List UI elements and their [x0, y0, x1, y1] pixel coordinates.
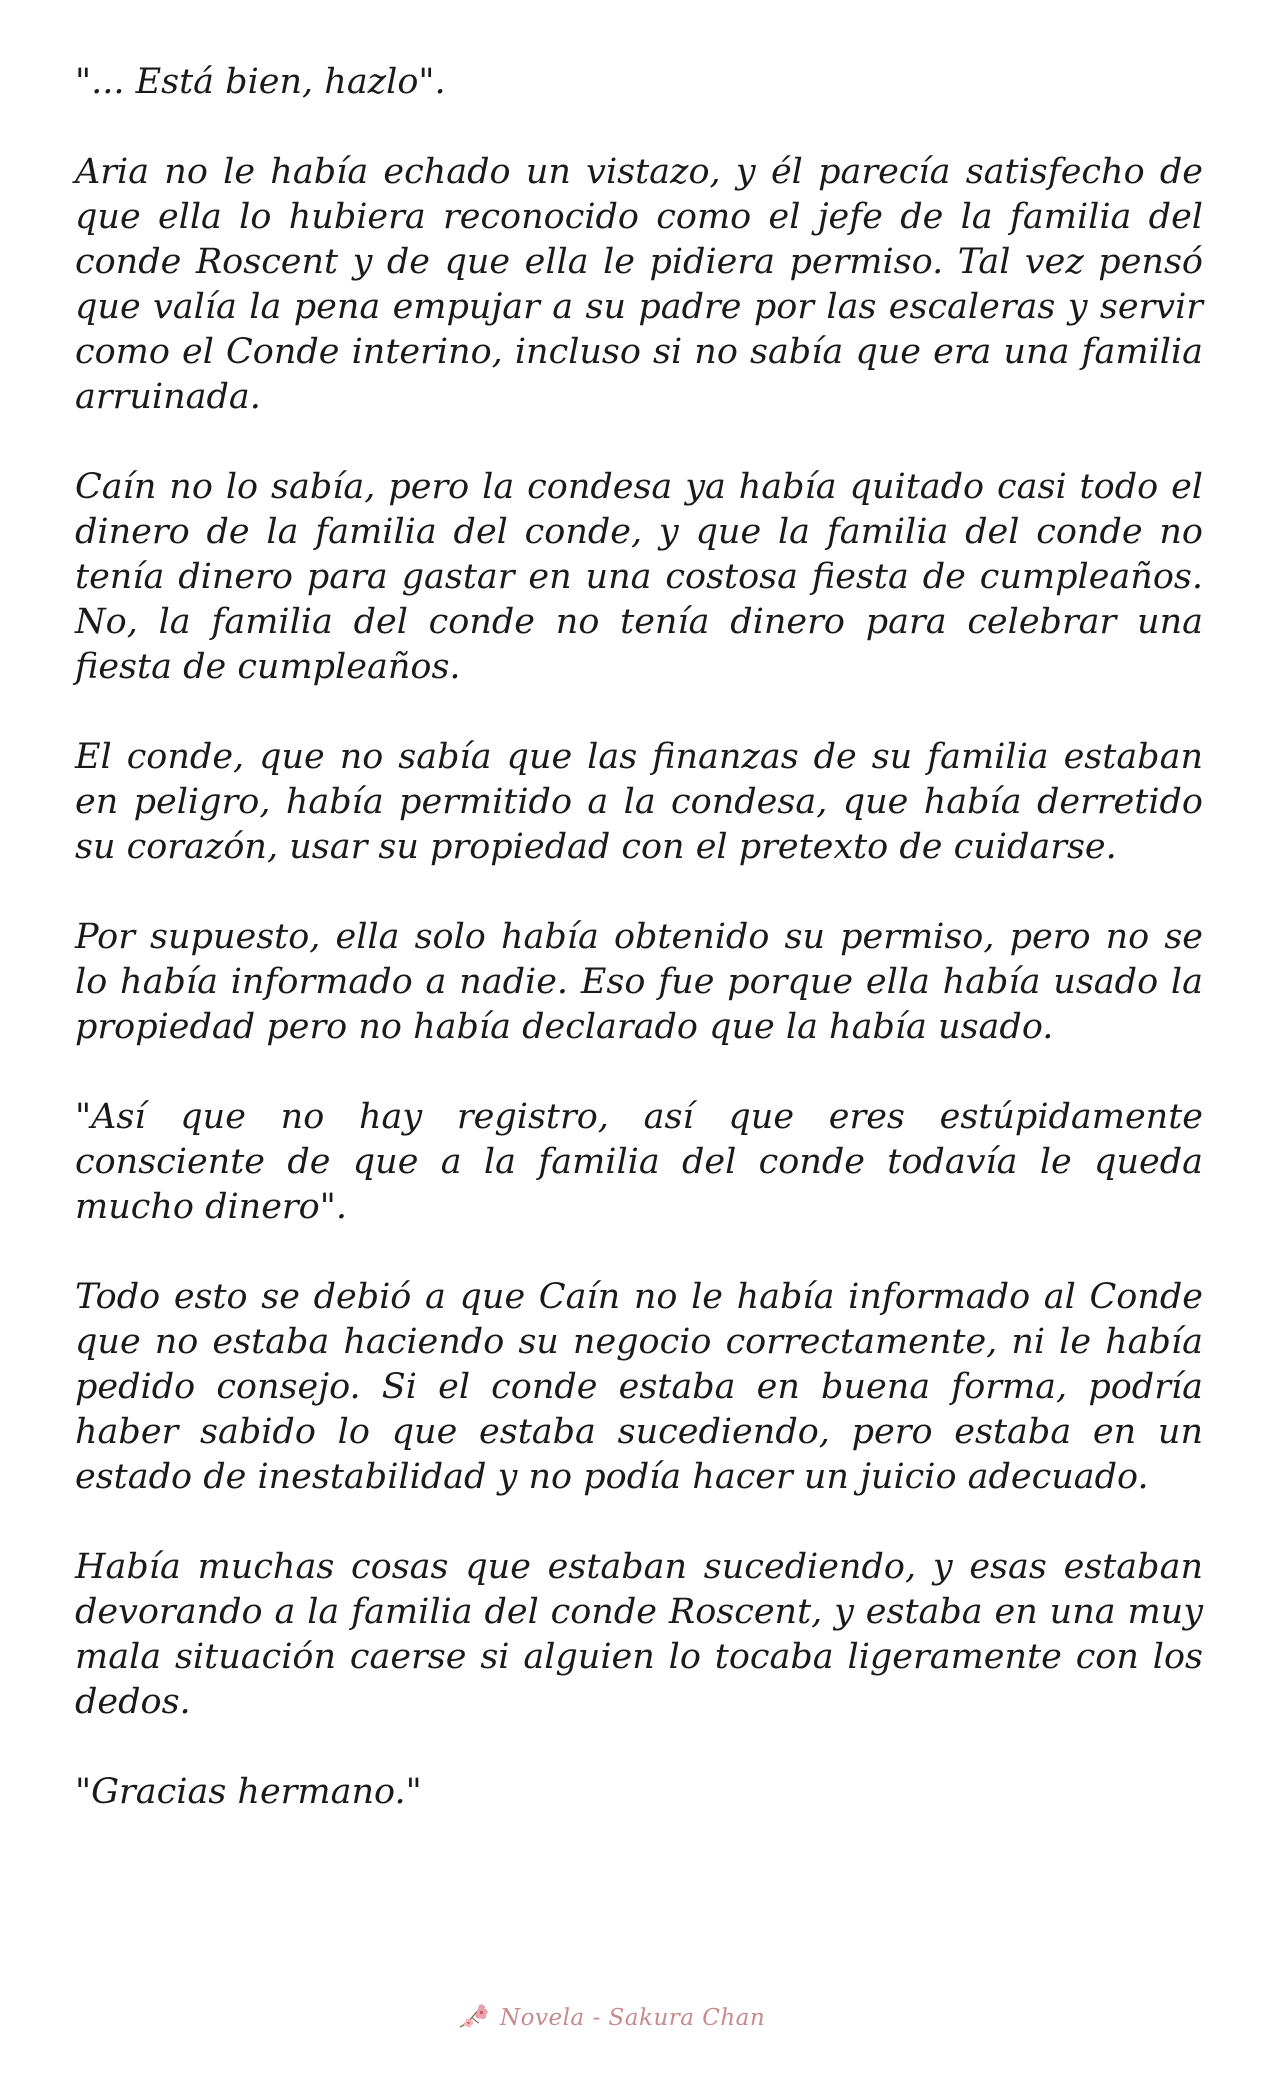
paragraph-7: Todo esto se debió a que Caín no le había informado al Conde que no estaba haciendo su negocio correctamente, ni le había pedido consejo. Si el conde estaba en buena forma, podría haber sabido lo que estaba sucediendo, pero estaba en un estado de inestabilidad y no podía hacer un juicio adecuado.	[75, 1277, 1203, 1497]
paragraph-5: Por supuesto, ella solo había obtenido su permiso, pero no se lo había informado a nadie. Eso fue porque ella había usado la propiedad pero no había declarado que la había usado.	[75, 917, 1203, 1047]
watermark-text: Novela - Sakura Chan	[500, 2005, 766, 2031]
watermark	[458, 1998, 765, 2038]
paragraph-9: "Gracias hermano."	[75, 1772, 422, 1812]
document-body	[75, 60, 1203, 1860]
paragraph-2: Aria no le había echado un vistazo, y él parecía satisfecho de que ella lo hubiera reconocido como el jefe de la familia del conde Roscent y de que ella le pidiera permiso. Tal vez pensó que valía la pena empujar a su padre por las escaleras y servir como el Conde interino, incluso si no sabía que era una familia arruinada.	[75, 152, 1203, 417]
paragraph-1: "... Está bien, hazlo".	[75, 62, 446, 102]
paragraph-8: Había muchas cosas que estaban sucediendo, y esas estaban devorando a la familia del conde Roscent, y estaba en una muy mala situación caerse si alguien lo tocaba ligeramente con los dedos.	[75, 1547, 1203, 1722]
cherry-blossom-icon	[458, 2003, 492, 2033]
paragraph-4: El conde, que no sabía que las finanzas de su familia estaban en peligro, había permitido a la condesa, que había derretido su corazón, usar su propiedad con el pretexto de cuidarse.	[75, 737, 1203, 867]
paragraph-3: Caín no lo sabía, pero la condesa ya había quitado casi todo el dinero de la familia del conde, y que la familia del conde no tenía dinero para gastar en una costosa fiesta de cumpleaños. No, la familia del conde no tenía dinero para celebrar una fiesta de cumpleaños.	[75, 467, 1203, 687]
paragraph-6: "Así que no hay registro, así que eres estúpidamente consciente de que a la familia del conde todavía le queda mucho dinero".	[75, 1097, 1203, 1227]
